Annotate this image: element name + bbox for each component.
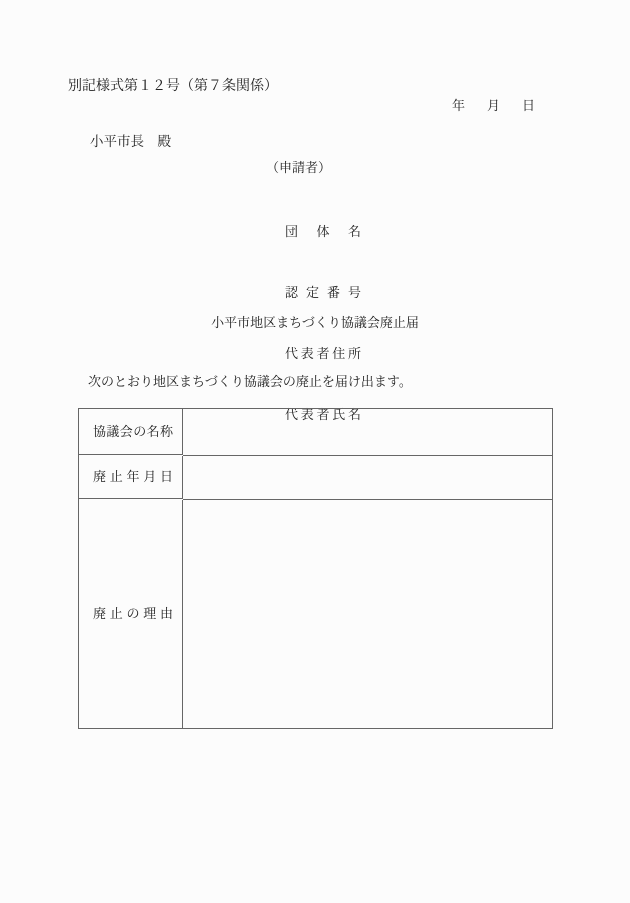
applicant-heading: （申請者） — [266, 160, 332, 175]
applicant-field-row — [285, 280, 361, 305]
applicant-field-label-representative-address: 代表者住所 — [285, 345, 361, 361]
applicant-field-row — [285, 219, 361, 244]
applicant-field-label-representative-name: 代表者氏名 — [285, 406, 361, 422]
form-table — [78, 408, 553, 729]
body-text: 次のとおり地区まちづくり協議会の廃止を届け出ます。 — [88, 374, 412, 389]
table-label-cell-abolition-date — [79, 456, 183, 499]
table-value-cell-council-name — [183, 409, 552, 456]
applicant-field-label-certification-number: 認定番号 — [285, 284, 361, 300]
applicant-field-row — [285, 341, 361, 366]
table-row-label: 廃止の理由 — [93, 606, 173, 621]
table-label-cell-abolition-reason — [79, 500, 183, 728]
form-number: 別記様式第１２号（第７条関係） — [68, 79, 278, 94]
applicant-field-label-organization-name: 団体名 — [285, 223, 361, 239]
date-day-label: 日 — [522, 98, 536, 113]
addressee: 小平市長 殿 — [90, 134, 171, 149]
date-year-label: 年 — [452, 98, 466, 113]
table-label-cell-council-name — [79, 409, 183, 455]
table-row-label: 廃止年月日 — [93, 469, 173, 484]
date-month-label: 月 — [487, 98, 501, 113]
table-value-cell-abolition-date — [183, 456, 552, 500]
date-line — [452, 97, 535, 115]
document-title: 小平市地区まちづくり協議会廃止届 — [211, 315, 419, 330]
table-value-cell-abolition-reason — [183, 500, 552, 728]
table-row-label: 協議会の名称 — [93, 423, 173, 439]
